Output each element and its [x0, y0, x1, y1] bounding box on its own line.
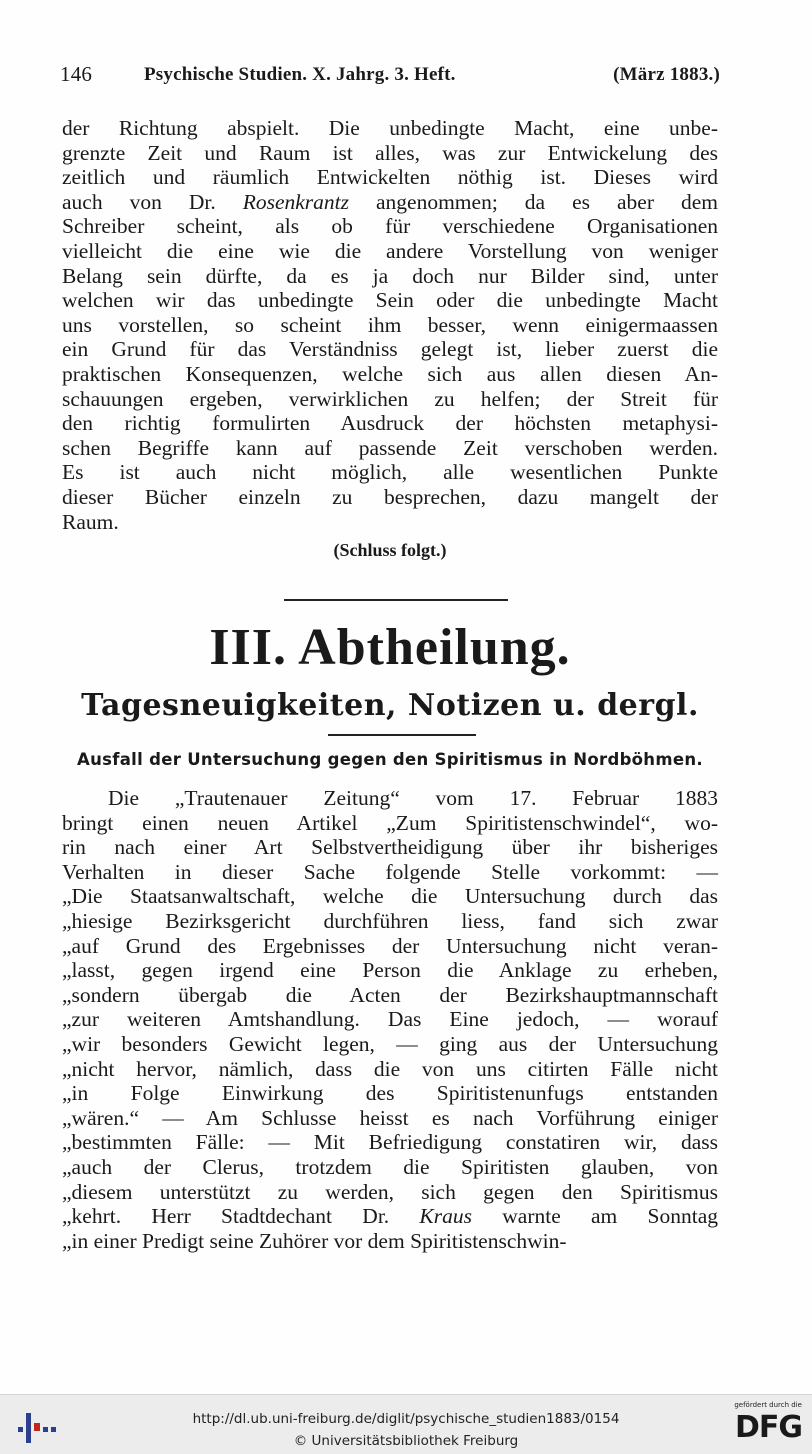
line-text: „in Folge Einwirkung des Spiritistenunfugs entstanden	[62, 1081, 718, 1106]
line-text: Verhalten in dieser Sache folgende Stelle vorkommt: —	[62, 859, 718, 884]
line-text: angenommen; da es aber dem	[349, 189, 718, 214]
text-line	[62, 116, 718, 141]
text-line	[62, 909, 718, 934]
page-number: 146	[60, 62, 93, 86]
text-line	[62, 313, 718, 338]
line-text: „hiesige Bezirksgericht durchführen liess, fand sich zwar	[62, 908, 718, 933]
dfg-logo-text: DFG	[734, 1410, 802, 1445]
line-text: vielleicht die eine wie die andere Vorstellung von weniger	[62, 238, 718, 263]
text-line	[62, 811, 718, 836]
text-line	[62, 1057, 718, 1082]
text-line	[62, 1180, 718, 1205]
line-text: „wir besonders Gewicht legen, — ging aus der Untersuchung	[62, 1031, 718, 1056]
article-body	[62, 786, 718, 1253]
line-text: grenzte Zeit und Raum ist alles, was zur Entwickelung des	[62, 140, 718, 165]
line-text: uns vorstellen, so scheint ihm besser, wenn einigermaassen	[62, 312, 718, 337]
running-title: Psychische Studien. X. Jahrg. 3. Heft.	[144, 64, 456, 85]
text-line	[62, 239, 718, 264]
text-line	[62, 288, 718, 313]
text-line	[62, 337, 718, 362]
line-text: Es ist auch nicht möglich, alle wesentlichen Punkte	[62, 460, 718, 485]
text-line	[62, 1032, 718, 1057]
line-text: „auch der Clerus, trotzdem die Spiritisten glauben, von	[62, 1154, 718, 1179]
text-line	[62, 460, 718, 485]
text-line	[62, 1204, 718, 1229]
person-name: Kraus	[419, 1204, 472, 1229]
subtitle-divider	[328, 734, 476, 736]
text-line	[62, 165, 718, 190]
text-line	[62, 510, 718, 535]
text-line	[62, 1081, 718, 1106]
line-text: rin nach einer Art Selbstvertheidigung über ihr bisheriges	[62, 835, 718, 860]
text-line	[62, 387, 718, 412]
text-line	[62, 362, 718, 387]
text-line	[62, 1229, 718, 1254]
line-text: praktischen Konsequenzen, welche sich aus allen diesen An-	[62, 361, 718, 386]
line-text: schen Begriffe kann auf passende Zeit verschoben werden.	[62, 435, 718, 460]
line-text: „zur weiteren Amtshandlung. Das Eine jedoch, — worauf	[62, 1007, 718, 1032]
line-text: „lasst, gegen irgend eine Person die Anklage zu erheben,	[62, 958, 718, 983]
line-text: „auf Grund des Ergebnisses der Untersuchung nicht veran-	[62, 933, 718, 958]
line-text: „sondern übergab die Acten der Bezirkshauptmannschaft	[62, 982, 718, 1007]
line-text: bringt einen neuen Artikel „Zum Spiritistenschwindel“, wo-	[62, 810, 718, 835]
permalink-url[interactable]: http://dl.ub.uni-freiburg.de/diglit/psychische_studien1883/0154	[192, 1411, 620, 1427]
line-text: „in einer Predigt seine Zuhörer vor dem Spiritistenschwin-	[62, 1228, 567, 1253]
text-line	[62, 835, 718, 860]
text-line	[62, 411, 718, 436]
text-line	[62, 1106, 718, 1131]
line-text: „Die Staatsanwaltschaft, welche die Untersuchung durch das	[62, 884, 718, 909]
line-text: schauungen ergeben, verwirklichen zu helfen; der Streit für	[62, 386, 718, 411]
text-line	[62, 958, 718, 983]
copyright-notice: © Universitätsbibliothek Freiburg	[293, 1433, 519, 1449]
text-line	[62, 934, 718, 959]
viewer-footer	[0, 1394, 812, 1454]
issue-date: (März 1883.)	[613, 64, 720, 85]
text-line	[62, 264, 718, 289]
article-heading: Ausfall der Untersuchung gegen den Spiritismus in Nordböhmen.	[77, 750, 703, 769]
text-line	[62, 1007, 718, 1032]
dfg-caption: gefördert durch die	[734, 1401, 802, 1409]
text-line	[62, 1155, 718, 1180]
line-text: zeitlich und räumlich Entwickelten nöthig ist. Dieses wird	[62, 165, 718, 190]
line-text: der Richtung abspielt. Die unbedingte Macht, eine unbe-	[62, 116, 718, 140]
continued-paragraph	[62, 116, 718, 534]
section-title: III. Abtheilung.	[209, 619, 571, 676]
line-text: welchen wir das unbedingte Sein oder die unbedingte Macht	[62, 288, 718, 313]
line-text: auch von Dr.	[62, 189, 243, 214]
line-text: „diesem unterstützt zu werden, sich gegen den Spiritismus	[62, 1179, 718, 1204]
line-text: warnte am Sonntag	[472, 1204, 718, 1229]
text-line	[62, 983, 718, 1008]
line-text: Schreiber scheint, als ob für verschiedene Organisationen	[62, 214, 718, 239]
text-line	[62, 485, 718, 510]
line-text: Belang sein dürfte, da es ja doch nur Bilder sind, unter	[62, 263, 718, 288]
text-line	[62, 860, 718, 885]
text-line	[62, 190, 718, 215]
continuation-note: (Schluss folgt.)	[333, 540, 447, 560]
line-text: „wären.“ — Am Schlusse heisst es nach Vorführung einiger	[62, 1105, 718, 1130]
line-text: den richtig formulirten Ausdruck der höchsten metaphysi-	[62, 411, 718, 436]
line-text: ein Grund für das Verständniss gelegt ist, lieber zuerst die	[62, 337, 718, 362]
text-line	[62, 436, 718, 461]
section-divider	[284, 599, 508, 601]
running-header	[60, 62, 720, 92]
text-line	[62, 214, 718, 239]
line-text: „kehrt. Herr Stadtdechant Dr.	[62, 1204, 420, 1229]
text-line	[62, 884, 718, 909]
line-text: „nicht hervor, nämlich, dass die von uns citirten Fälle nicht	[62, 1056, 718, 1081]
text-line	[62, 1130, 718, 1155]
text-line	[62, 786, 718, 811]
person-name: Rosenkrantz	[242, 189, 349, 214]
section-subtitle: Tagesneuigkeiten, Notizen u. dergl.	[81, 688, 699, 723]
line-text: „bestimmten Fälle: — Mit Befriedigung constatiren wir, dass	[62, 1130, 718, 1155]
line-text: Die „Trautenauer Zeitung“ vom 17. Februar 1883	[108, 786, 718, 810]
text-line	[62, 141, 718, 166]
line-text: Raum.	[62, 509, 119, 534]
dfg-logo-icon[interactable]	[716, 1399, 802, 1451]
line-text: dieser Bücher einzeln zu besprechen, dazu mangelt der	[62, 484, 718, 509]
